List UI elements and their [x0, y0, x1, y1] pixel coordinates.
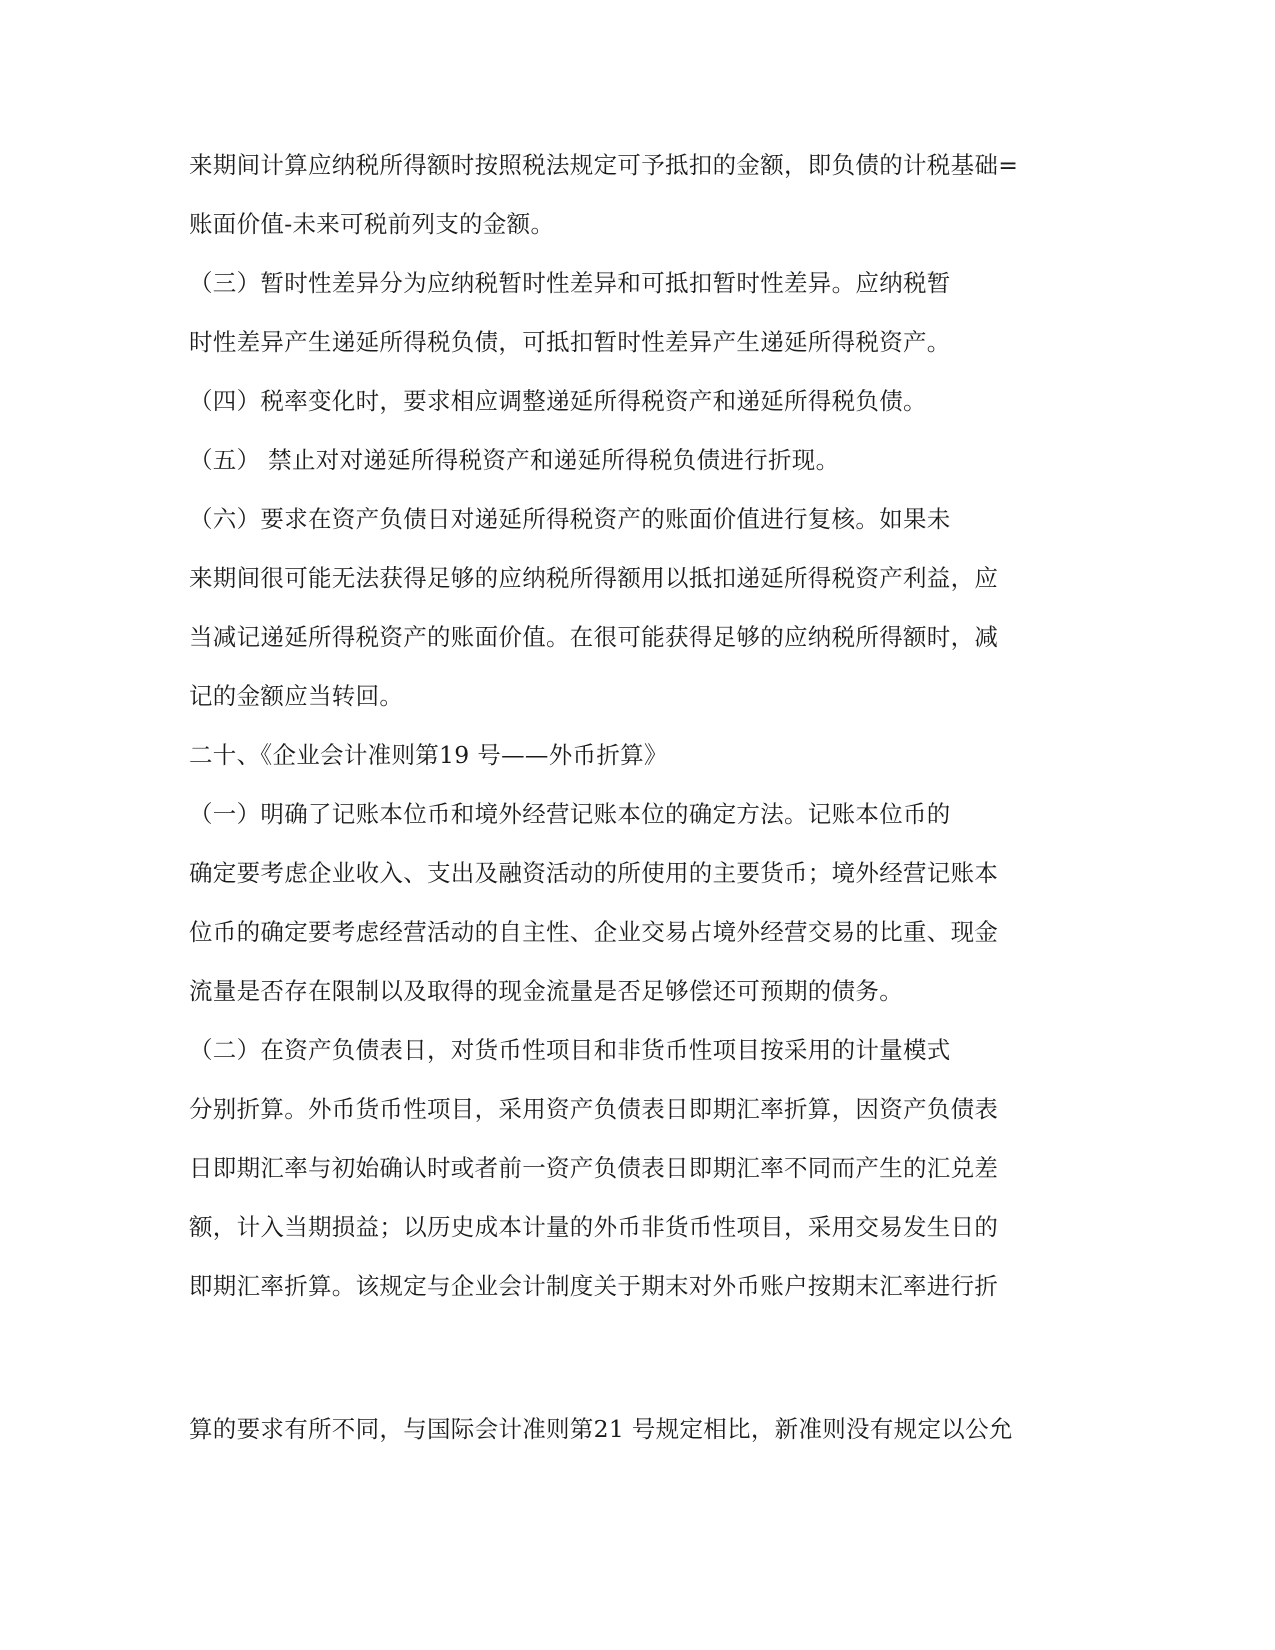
text-line: （五） 禁止对对递延所得税资产和递延所得税负债进行折现。: [189, 446, 840, 474]
text-line: 来期间很可能无法获得足够的应纳税所得额用以抵扣递延所得税资产利益，应: [189, 564, 999, 592]
text-line: 日即期汇率与初始确认时或者前一资产负债表日即期汇率不同而产生的汇兑差: [189, 1154, 999, 1182]
text-line: 时性差异产生递延所得税负债，可抵扣暂时性差异产生递延所得税资产。: [189, 328, 951, 356]
text-line: 算的要求有所不同，与国际会计准则第21 号规定相比，新准则没有规定以公允: [189, 1415, 1013, 1443]
text-line: （一）明确了记账本位币和境外经营记账本位的确定方法。记账本位币的: [189, 800, 951, 828]
section-heading: 二十、《企业会计准则第19 号——外币折算》: [189, 741, 668, 769]
text-line: （三）暂时性差异分为应纳税暂时性差异和可抵扣暂时性差异。应纳税暂: [189, 269, 951, 297]
text-line: 记的金额应当转回。: [189, 682, 404, 710]
text-line: 确定要考虑企业收入、支出及融资活动的所使用的主要货币；境外经营记账本: [189, 859, 999, 887]
text-line: （二）在资产负债表日，对货币性项目和非货币性项目按采用的计量模式: [189, 1036, 951, 1064]
text-line: （四）税率变化时，要求相应调整递延所得税资产和递延所得税负债。: [189, 387, 927, 415]
text-line: （六）要求在资产负债日对递延所得税资产的账面价值进行复核。如果未: [189, 505, 951, 533]
text-line: 账面价值-未来可税前列支的金额。: [189, 210, 555, 238]
text-line: 当减记递延所得税资产的账面价值。在很可能获得足够的应纳税所得额时，减: [189, 623, 999, 651]
text-line: 流量是否存在限制以及取得的现金流量是否足够偿还可预期的债务。: [189, 977, 903, 1005]
text-line: 位币的确定要考虑经营活动的自主性、企业交易占境外经营交易的比重、现金: [189, 918, 999, 946]
text-line: 分别折算。外币货币性项目，采用资产负债表日即期汇率折算，因资产负债表: [189, 1095, 999, 1123]
text-line: 即期汇率折算。该规定与企业会计制度关于期末对外币账户按期末汇率进行折: [189, 1272, 999, 1300]
text-line: 额，计入当期损益；以历史成本计量的外币非货币性项目，采用交易发生日的: [189, 1213, 999, 1241]
text-line: 来期间计算应纳税所得额时按照税法规定可予抵扣的金额，即负债的计税基础=: [189, 151, 1019, 179]
